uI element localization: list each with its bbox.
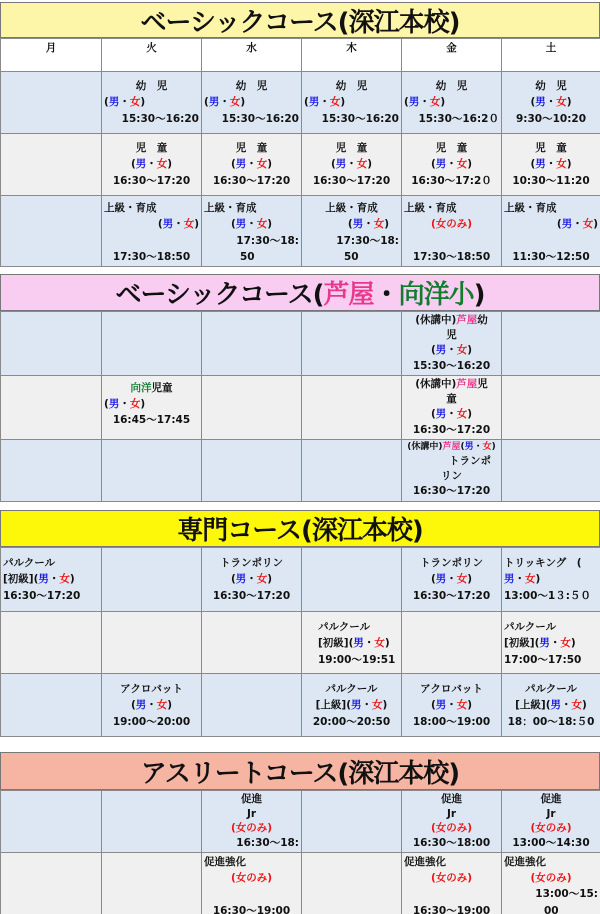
gender-label: (男・女) (330, 158, 373, 171)
class-name: トリッキング ( (504, 557, 582, 569)
class-cell-joukyu-tue (102, 196, 202, 267)
empty-cell (302, 375, 402, 439)
class-name: 促進強化 (404, 855, 446, 868)
section-banner-senmon (0, 510, 600, 547)
class-name: パルクール (318, 621, 371, 633)
schedule-table-athlete (0, 790, 600, 914)
empty-cell (1, 375, 102, 439)
empty-cell (302, 548, 402, 612)
class-cell-trampoline-fri (402, 548, 502, 612)
class-name: 向洋児童 (130, 381, 173, 394)
day-header-mon: 月 (1, 39, 102, 72)
class-name: 児 童 (435, 142, 468, 154)
class-cell-jidou-sat (502, 134, 600, 196)
class-cell-youji-tue (102, 72, 202, 134)
class-time: 19:00〜19:51 (318, 653, 396, 666)
class-cell-youji-fri (402, 72, 502, 134)
section-banner-basic-fukae (0, 2, 600, 38)
class-name: 幼 児 (535, 80, 567, 92)
class-name: 児 童 (135, 142, 168, 154)
class-time-cont: 00 (544, 904, 559, 914)
class-cell-koyo-jidou-tue (102, 375, 202, 439)
gender-label: (男・女) (404, 96, 446, 109)
gender-label: (男・女) (157, 218, 199, 231)
class-cell-ashiya-trampoline-fri (402, 439, 502, 501)
class-name: 上級・育成 (504, 202, 557, 214)
class-name-cont: 童 (446, 393, 457, 406)
class-name: 児 童 (235, 142, 268, 154)
class-time: 15:30〜16:20 (412, 359, 491, 372)
women-only-note: (女のみ) (230, 872, 273, 885)
class-time: 13:00〜14:30 (512, 837, 590, 850)
class-time: 15:30〜16:20 (221, 112, 299, 125)
class-cell-sokushin-kyouka-sat (502, 852, 600, 914)
empty-cell (1, 791, 102, 853)
class-time: 11:30〜12:50 (512, 250, 590, 263)
class-time: 16:30〜17:20 (3, 589, 81, 602)
class-name: パルクール (3, 557, 56, 569)
class-time-cont: 50 (240, 250, 255, 263)
class-level: [初級](男・女) (504, 637, 576, 650)
section-banner-athlete (0, 752, 600, 790)
class-cell-youji-thu (302, 72, 402, 134)
class-name: 幼 児 (135, 80, 168, 92)
gender-label: (男・女) (530, 158, 572, 171)
class-level: [初級](男・女) (318, 637, 390, 650)
empty-cell (1, 674, 102, 737)
gender-label: (男・女) (430, 699, 473, 712)
schedule-table-basic-fukae (0, 38, 600, 267)
class-cell-trampoline-wed (202, 548, 302, 612)
class-time: 20:00〜20:50 (312, 715, 391, 728)
class-name: トランポリン (220, 557, 283, 569)
empty-cell (102, 791, 202, 853)
class-time: 16:45〜17:45 (112, 414, 191, 427)
class-cell-parkour-adv-thu (302, 674, 402, 737)
section-title: ベーシックコース(深江本校) (140, 7, 460, 38)
class-name: 促進強化 (204, 855, 246, 868)
class-name: 幼 児 (235, 80, 268, 92)
class-time-cont: 50 (344, 250, 359, 263)
empty-cell (202, 439, 302, 501)
class-name: 幼 児 (435, 80, 468, 92)
class-cell-joukyu-sat (502, 196, 600, 267)
class-name: (休講中)芦屋児 (415, 377, 488, 390)
gender-label: (男・女) (430, 408, 473, 421)
class-cell-sokushin-jr-wed (202, 791, 302, 853)
schedule-table-senmon (0, 547, 600, 737)
class-level: [初級](男・女) (3, 573, 75, 586)
section-title: アスリートコース(深江本校) (140, 758, 460, 789)
class-time: 17:30〜18:50 (412, 250, 491, 263)
class-cell-parkour-sat (502, 612, 600, 674)
class-cell-youji-wed (202, 72, 302, 134)
class-time: 16:30〜18:00 (412, 837, 491, 850)
class-cell-sokushin-jr-sat (502, 791, 600, 853)
gender-label: (男・女) (430, 158, 473, 171)
empty-cell (502, 439, 600, 501)
gender-label: (男・女) (304, 96, 346, 109)
empty-cell (202, 674, 302, 737)
class-cell-jidou-fri (402, 134, 502, 196)
class-name: 上級・育成 (204, 202, 257, 214)
class-name: パルクール (325, 683, 378, 695)
gender-label: (男・女) (130, 158, 173, 171)
section-title: 専門コース(深江本校) (177, 516, 423, 546)
class-time: 15:30〜16:2０ (418, 112, 499, 125)
section-title: ベーシックコース(芦屋・向洋小) (115, 280, 485, 310)
empty-cell (102, 312, 202, 376)
empty-cell (102, 439, 202, 501)
gender-label: (男・女) (530, 96, 572, 109)
class-time: 16:30〜17:2０ (411, 174, 492, 187)
empty-cell (102, 548, 202, 612)
class-time: 15:30〜16:20 (321, 112, 399, 125)
class-time: 15:30〜16:20 (121, 112, 199, 125)
class-time: 13:00〜15: (535, 888, 598, 901)
class-cell-parkour-adv-sat (502, 674, 600, 737)
class-name: アクロバット (120, 683, 183, 695)
class-cell-sokushin-kyouka-fri (402, 852, 502, 914)
class-time: 16:30〜19:00 (212, 904, 291, 914)
empty-cell (202, 612, 302, 674)
section-banner-basic-ashiya-koyo (0, 274, 600, 311)
gender-label: (男・女) (430, 344, 473, 357)
class-time: 19:00〜20:00 (112, 715, 191, 728)
class-cell-joukyu-wed (202, 196, 302, 267)
class-name-cont: 児 (446, 329, 457, 342)
day-header-sat: 土 (502, 39, 600, 72)
class-time: 16:30〜17:20 (212, 174, 291, 187)
class-name: 幼 児 (335, 80, 368, 92)
women-only-note: (女のみ) (430, 218, 473, 231)
class-cell-jidou-thu (302, 134, 402, 196)
class-cell-acrobat-tue (102, 674, 202, 737)
class-cell-sokushin-kyouka-wed (202, 852, 302, 914)
class-cell-jidou-tue (102, 134, 202, 196)
class-cell-parkour-thu (302, 612, 402, 674)
empty-cell (1, 196, 102, 267)
empty-cell (402, 612, 502, 674)
class-cell-youji-sat (502, 72, 600, 134)
class-cell-joukyu-fri (402, 196, 502, 267)
empty-cell (202, 375, 302, 439)
empty-cell (302, 791, 402, 853)
gender-label: (男・女) (347, 218, 389, 231)
gender-label: (男・女) (130, 699, 173, 712)
class-time: 16:30〜17:20 (112, 174, 191, 187)
class-cell-ashiya-jidou-fri (402, 375, 502, 439)
women-only-note: (女のみ) (530, 822, 572, 835)
class-name: トランポリン (420, 557, 483, 569)
class-time: 16:30〜17:20 (412, 589, 491, 602)
class-time: 10:30〜11:20 (512, 174, 590, 187)
class-level: [上級](男・女) (315, 699, 388, 712)
class-name: 促進 (441, 793, 462, 805)
empty-cell (502, 375, 600, 439)
class-time: 17:30〜18: (336, 234, 399, 247)
class-name-cont: リン (441, 470, 462, 483)
class-name: (休講中)芦屋(男・女) (407, 441, 496, 452)
gender-label: (男・女) (230, 573, 273, 586)
class-time: 16:30〜17:20 (412, 423, 491, 436)
class-name: 促進 (241, 793, 262, 805)
class-name: 上級・育成 (104, 202, 157, 214)
gender-label: (男・女) (430, 573, 473, 586)
class-name: (休講中)芦屋幼 (415, 314, 488, 326)
empty-cell (502, 312, 600, 376)
class-name: 上級・育成 (404, 202, 457, 214)
class-name: 児 童 (335, 142, 368, 154)
class-name: 上級・育成 (325, 202, 378, 214)
gender-label: (男・女) (230, 218, 273, 231)
gender-label: (男・女) (230, 158, 273, 171)
class-cell-joukyu-thu (302, 196, 402, 267)
class-cell-parkour-mon (1, 548, 102, 612)
schedule-table-basic-ashiya-koyo (0, 311, 600, 502)
class-name: 促進強化 (504, 855, 546, 868)
class-cell-sokushin-jr-fri (402, 791, 502, 853)
empty-cell (1, 852, 102, 914)
class-cell-jidou-wed (202, 134, 302, 196)
class-time: 17:30〜18: (236, 234, 299, 247)
class-name-cont: トランポ (449, 454, 491, 467)
class-time: 17:30〜18:50 (112, 250, 191, 263)
class-time: 13:00〜1３:５０ (504, 589, 591, 602)
class-time: 18:00〜19:00 (412, 715, 491, 728)
class-name: 児 童 (535, 142, 567, 154)
empty-cell (1, 612, 102, 674)
empty-cell (302, 439, 402, 501)
class-cell-ashiya-youji-fri (402, 312, 502, 376)
class-sub: Jr (446, 807, 457, 820)
empty-cell (1, 312, 102, 376)
class-sub: Jr (246, 807, 257, 820)
empty-cell (102, 612, 202, 674)
gender-label: (男・女) (104, 96, 146, 109)
class-time: 16:30〜17:20 (312, 174, 391, 187)
empty-cell (1, 72, 102, 134)
women-only-note: (女のみ) (430, 872, 473, 885)
class-sub: Jr (546, 807, 556, 820)
class-time: 17:00〜17:50 (504, 653, 582, 666)
empty-cell (1, 439, 102, 501)
class-time: 9:30〜10:20 (515, 112, 587, 125)
class-time: 18：00〜18:５0 (507, 715, 595, 728)
empty-cell (1, 134, 102, 196)
class-time: 16:30〜19:00 (412, 904, 491, 914)
class-cell-acrobat-fri (402, 674, 502, 737)
day-header-tue: 火 (102, 39, 202, 72)
women-only-note: (女のみ) (530, 872, 572, 885)
class-name: パルクール (504, 621, 557, 633)
class-level: [上級](男・女) (515, 699, 587, 712)
day-header-wed: 水 (202, 39, 302, 72)
class-name: パルクール (524, 683, 578, 695)
class-name: アクロバット (420, 683, 483, 695)
day-header-thu: 木 (302, 39, 402, 72)
day-header-fri: 金 (402, 39, 502, 72)
women-only-note: (女のみ) (230, 822, 273, 835)
empty-cell (302, 852, 402, 914)
empty-cell (202, 312, 302, 376)
gender-label: (男・女) (204, 96, 246, 109)
empty-cell (102, 852, 202, 914)
class-time: 16:30〜17:20 (212, 589, 291, 602)
class-name: 促進 (540, 793, 562, 805)
gender-label: 男・女) (504, 573, 541, 586)
class-time: 16:30〜17:20 (412, 485, 491, 498)
women-only-note: (女のみ) (430, 822, 473, 835)
class-cell-tricking-sat (502, 548, 600, 612)
gender-label: (男・女) (556, 218, 598, 231)
gender-label: (男・女) (104, 398, 146, 411)
class-time: 16:30〜18: (236, 837, 299, 850)
empty-cell (302, 312, 402, 376)
